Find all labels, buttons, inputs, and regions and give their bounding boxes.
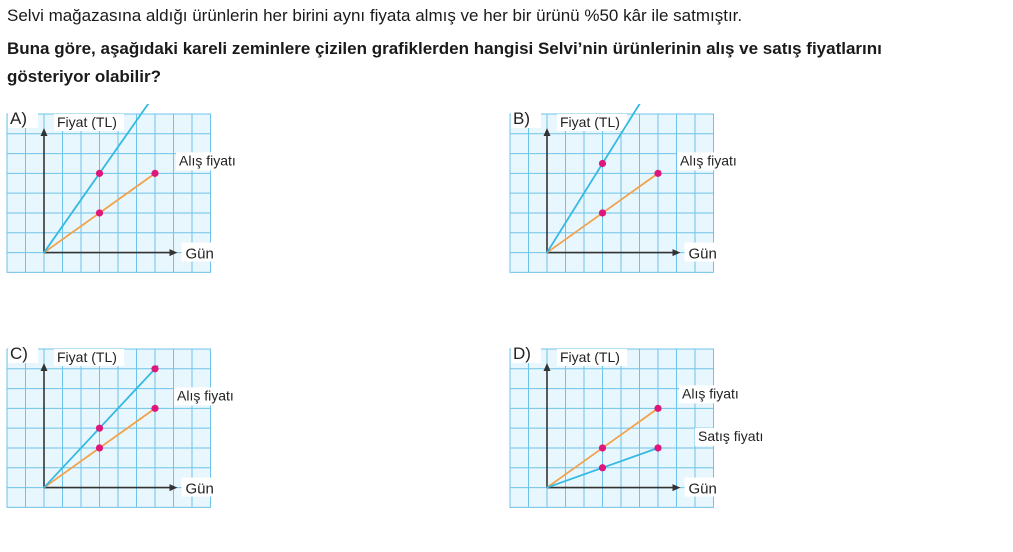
option-d-panel[interactable] — [509, 339, 809, 552]
question-prompt-line1: Buna göre, aşağıdaki kareli zeminlere çizilen grafiklerden hangisi Selvi’nin ürünlerinin alış ve satış fiyatlarını — [7, 39, 882, 58]
option-a-chart — [6, 104, 306, 312]
option-b-chart — [509, 104, 809, 312]
buy-price-label: Alış fiyatı — [682, 385, 739, 402]
buy-price-point — [151, 170, 158, 177]
option-letter: C) — [10, 344, 28, 363]
sell-price-point — [599, 160, 606, 167]
sell-price-point — [599, 464, 606, 471]
buy-price-point — [96, 444, 103, 451]
y-axis-label: Fiyat (TL) — [57, 114, 117, 130]
sell-price-point — [96, 425, 103, 432]
x-axis-label: Gün — [185, 245, 214, 263]
x-axis-label: Gün — [185, 480, 214, 498]
option-a-panel[interactable] — [6, 104, 306, 317]
sell-price-point — [151, 365, 158, 372]
option-d-chart — [509, 339, 809, 547]
y-axis-label: Fiyat (TL) — [560, 114, 620, 130]
option-letter: A) — [10, 109, 27, 128]
option-c-chart — [6, 339, 306, 547]
option-b-panel[interactable] — [509, 104, 809, 317]
question-stem: Selvi mağazasına aldığı ürünlerin her birini aynı fiyata almış ve her bir ürünü %50 kâr ile satmıştır. — [7, 6, 743, 25]
buy-price-point — [151, 405, 158, 412]
buy-price-label: Alış fiyatı — [680, 152, 737, 169]
option-c-panel[interactable] — [6, 339, 306, 552]
sell-price-label: Satış fiyatı — [698, 427, 764, 444]
sell-price-point — [96, 170, 103, 177]
y-axis-label: Fiyat (TL) — [57, 349, 117, 365]
buy-price-point — [654, 170, 661, 177]
buy-price-label: Alış fiyatı — [177, 387, 234, 404]
sell-price-point — [654, 444, 661, 451]
y-axis-label: Fiyat (TL) — [560, 349, 620, 365]
buy-price-point — [96, 209, 103, 216]
question-prompt-line2: gösteriyor olabilir? — [7, 67, 161, 86]
buy-price-label: Alış fiyatı — [179, 152, 236, 169]
buy-price-point — [599, 209, 606, 216]
x-axis-label: Gün — [688, 245, 717, 263]
x-axis-label: Gün — [688, 480, 717, 498]
buy-price-point — [654, 405, 661, 412]
option-letter: D) — [513, 344, 531, 363]
option-letter: B) — [513, 109, 530, 128]
buy-price-point — [599, 444, 606, 451]
